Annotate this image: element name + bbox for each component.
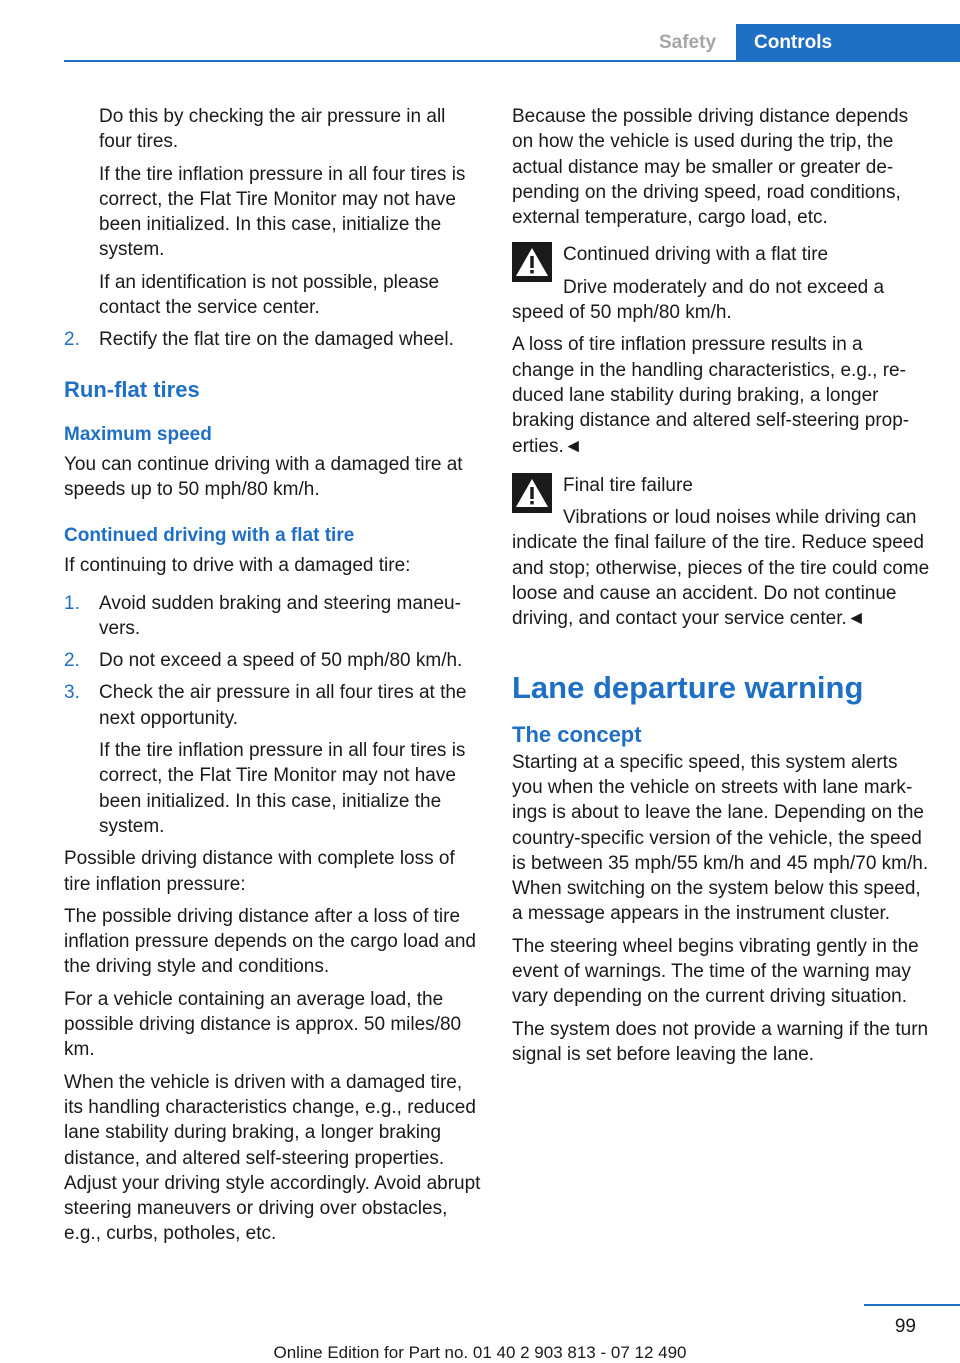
warning-text: Drive moderately and do not exceed a speed of 50 mph/80 km/h. [512, 276, 885, 324]
edition-footer: Online Edition for Part no. 01 40 2 903 813 - 07 12 490 [273, 1343, 687, 1362]
paragraph: A loss of tire inflation pressure results in a change in the handling characteristics, e.g., reduced lane stability during braking, a longer braking distance and altered self-steering properties.◄ [512, 334, 910, 457]
list-number: 2. [64, 650, 80, 672]
heading-run-flat-tires: Run-flat tires [64, 376, 200, 402]
tab-safety[interactable]: Safety [639, 24, 736, 61]
heading-lane-departure-warning: Lane departure warning [512, 669, 864, 705]
footer-rule [864, 1304, 960, 1306]
list-text: Avoid sudden braking and steering maneuvers. [99, 592, 461, 639]
left-column [64, 104, 482, 1254]
list-item [64, 680, 482, 731]
header-rule [64, 60, 960, 62]
list-item [64, 327, 482, 352]
warning-triangle-icon [512, 473, 552, 513]
warning-box [512, 242, 930, 325]
paragraph: If the tire inflation pressure in all four tires is correct, the Flat Tire Monitor may not have been initialized. In this case, initialize the system. [99, 163, 466, 261]
warning-triangle-icon [512, 242, 552, 282]
list-text: Rectify the flat tire on the damaged wheel. [99, 329, 454, 351]
page-number: 99 [894, 1316, 916, 1337]
paragraph: Because the possible driving distance depends on how the vehicle is used during the trip, the actual distance may be smaller or greater depending on the driving speed, road conditions, external temperature, cargo load, etc. [512, 106, 909, 229]
list-item [64, 591, 482, 642]
warning-box [512, 473, 930, 632]
paragraph: Starting at a specific speed, this system alerts you when the vehicle on streets with lane markings is about to leave the lane. Depending on the country-specific version of the vehicle, the speed is between 35 mph/55 km/h and 45 mph/70 km/h. When switching on the system below this speed, a message appears in the instrument cluster. [512, 751, 929, 925]
paragraph: If an identification is not possible, please contact the service center. [99, 271, 440, 319]
paragraph: The system does not provide a warning if the turn signal is set before leaving the lane. [512, 1018, 929, 1065]
paragraph: The steering wheel begins vibrating gently in the event of warnings. The time of the warning may vary depending on the current driving situation. [512, 935, 919, 1008]
list-text: Check the air pressure in all four tires at the next opportunity. [99, 682, 467, 729]
paragraph: Possible driving distance with complete loss of tire inflation pressure: [64, 848, 455, 895]
paragraph: If the tire inflation pressure in all four tires is correct, the Flat Tire Monitor may not have been initialized. In this case, initialize the system. [99, 740, 466, 837]
warning-title: Continued driving with a flat tire [563, 244, 829, 266]
list-text: Do not exceed a speed of 50 mph/80 km/h. [99, 650, 463, 672]
paragraph: For a vehicle containing an average load, the possible driving distance is approx. 50 miles/80 km. [64, 988, 462, 1061]
tab-controls[interactable]: Controls [736, 24, 960, 61]
list-number: 3. [64, 682, 80, 704]
paragraph: When the vehicle is driven with a damaged tire, its handling characteristics change, e.g., reduced lane stability during braking, a longer braking distance, and altered self-steering properties. Adjust your driving style accordingly. Avoid abrupt steering maneuvers or driving over obstacles, e.g., curbs, potholes, etc. [64, 1071, 481, 1245]
paragraph: Do this by checking the air pressure in all four tires. [99, 106, 446, 153]
heading-the-concept: The concept [512, 721, 642, 747]
paragraph: If continuing to drive with a damaged tire: [64, 555, 411, 577]
heading-maximum-speed: Maximum speed [64, 423, 212, 445]
heading-continued-driving: Continued driving with a flat tire [64, 525, 355, 547]
paragraph: The possible driving distance after a loss of tire inflation pressure depends on the cargo load and the driving style and conditions. [64, 905, 476, 978]
list-item [64, 648, 482, 673]
list-number: 2. [64, 329, 80, 351]
list-number: 1. [64, 592, 80, 614]
paragraph: You can continue driving with a damaged tire at speeds up to 50 mph/80 km/h. [64, 453, 463, 500]
right-column [512, 104, 930, 1074]
warning-title: Final tire failure [563, 474, 693, 496]
warning-text: Vibrations or loud noises while driving can indicate the final failure of the tire. Reduce speed and stop; otherwise, pieces of the tire could come loose and cause an accident. Do not continue driving, and contact your service center.◄ [512, 507, 930, 630]
header-tabs [639, 24, 960, 61]
